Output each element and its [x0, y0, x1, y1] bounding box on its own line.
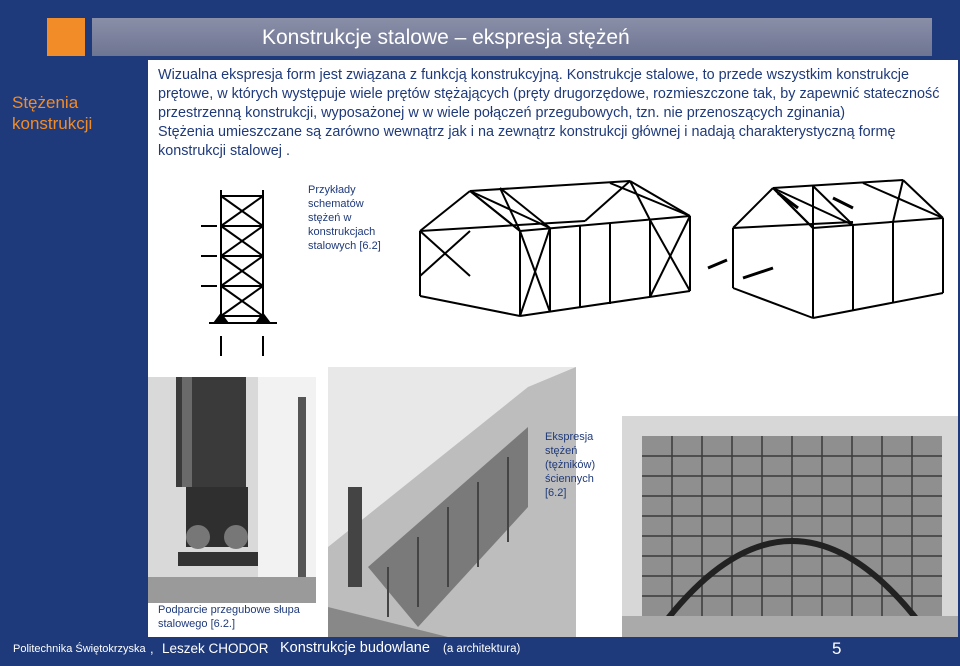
hall-frame-diagram-2 [703, 168, 953, 338]
sidebar-label: Stężenia konstrukcji [12, 93, 93, 133]
footer-course: Konstrukcje budowlane [280, 640, 430, 656]
photo-column-support [148, 377, 316, 603]
caption-examples: Przykłady schematów stężeń w konstrukcjach stalowych [6.2] [308, 184, 381, 252]
slide-title: Konstrukcje stalowe – ekspresja stężeń [262, 26, 630, 49]
hall-frame-diagram-1 [410, 176, 710, 326]
title-bar [92, 18, 932, 56]
paragraph-1: Wizualna ekspresja form jest związana z funkcją konstrukcyjną. Konstrukcje stalowe, to przede wszystkim konstrukcje prętowe, w których występuje wiele prętów stężających (pręty drugorzędowe, rozmieszczone tak, by zapewnić stateczność przestrzenną konstrukcji, wyposażonej w w wiele połączeń przegubowych, tzn. nie przenoszących zginania) [158, 67, 940, 121]
page-number: 5 [832, 639, 842, 658]
paragraph-2: Stężenia umieszczane są zarówno wewnątrz jak i na zewnątrz konstrukcji głównej i nadają charakterystyczną formę konstrukcji stalowej . [158, 124, 896, 159]
content-area [148, 60, 958, 637]
footer-author: Leszek CHODOR [162, 641, 269, 656]
caption-bracing: Ekspresja stężeń (tężników) ściennych [6.2] [545, 431, 596, 499]
footer-institution: Politechnika Świętokrzyska [13, 643, 146, 655]
caption-support: Podparcie przegubowe słupa stalowego [6.2.] [158, 604, 300, 630]
tower-bracing-diagram [171, 186, 289, 370]
accent-square [47, 18, 85, 56]
footer-subtitle: (a architektura) [443, 643, 521, 655]
footer-separator: , [150, 641, 154, 656]
body-text [158, 66, 950, 161]
photo-facade-bracing [328, 367, 576, 637]
photo-building-arch [622, 416, 958, 637]
